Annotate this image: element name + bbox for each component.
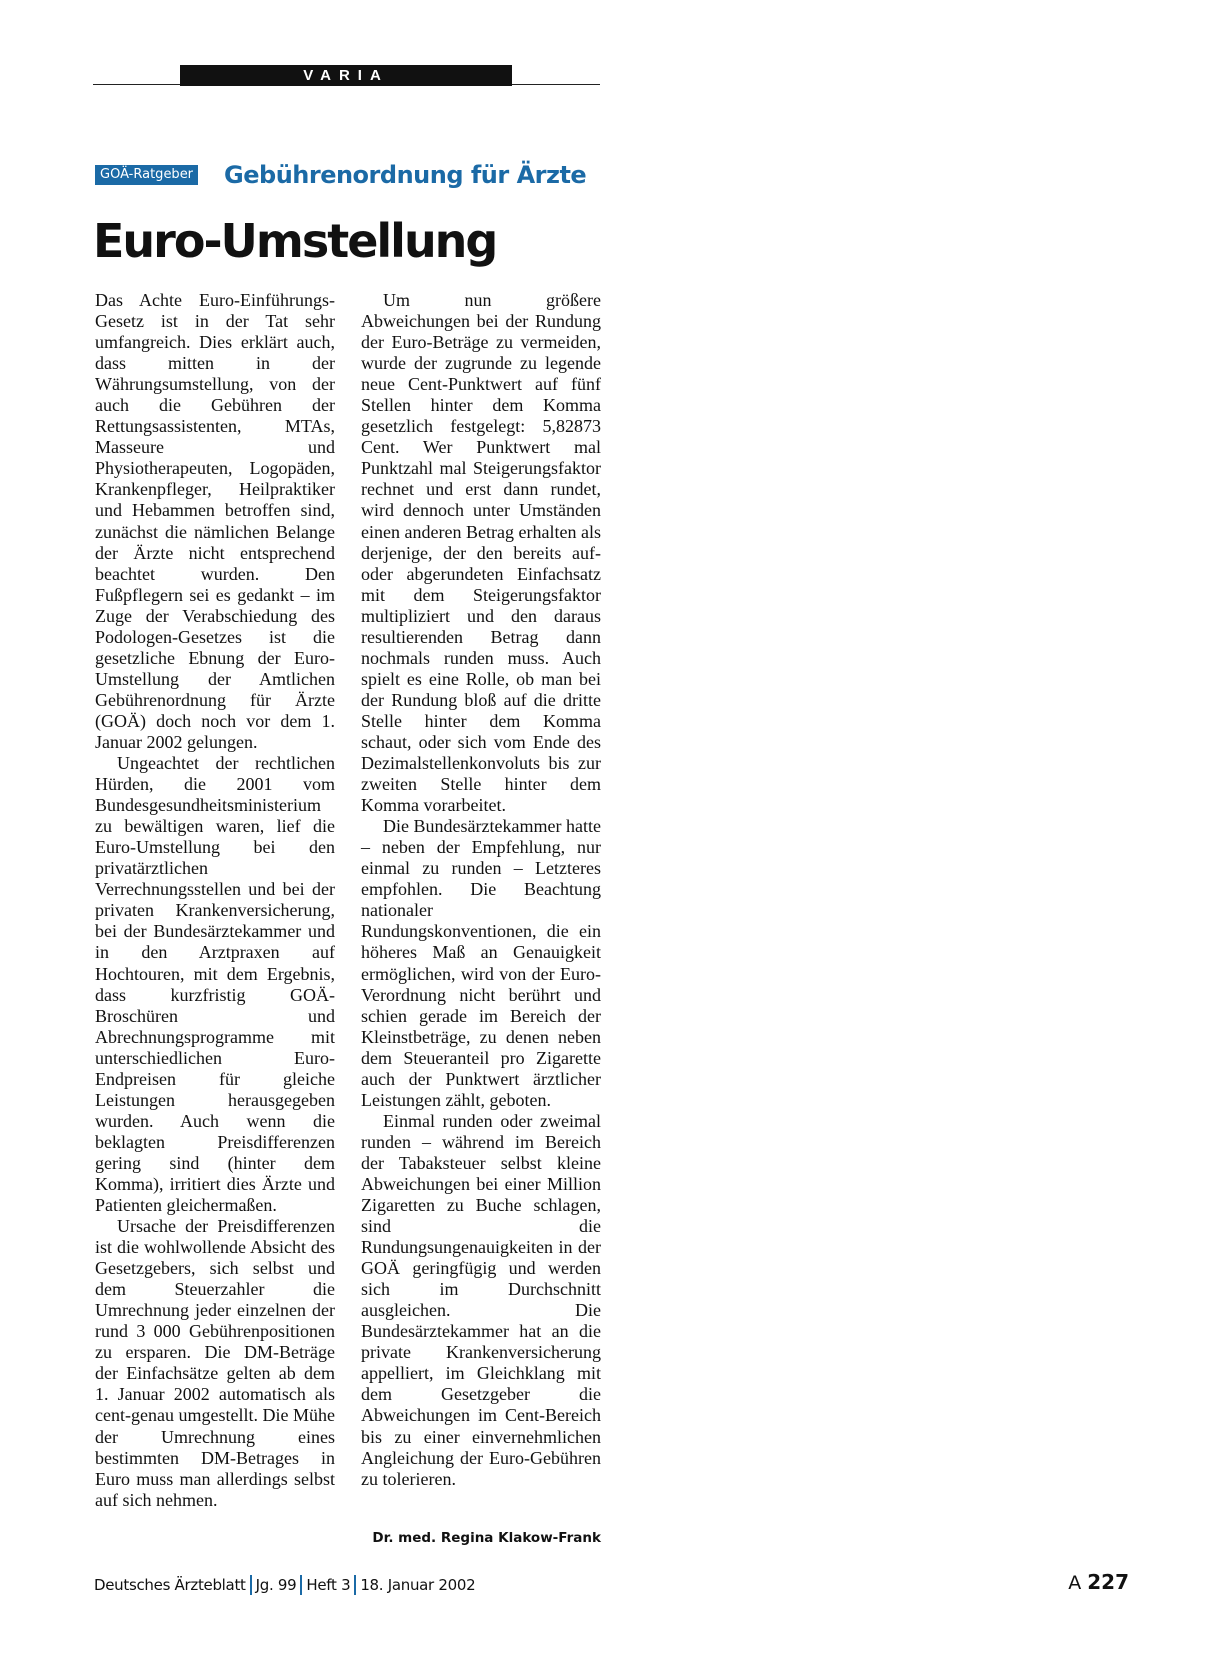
page-footer <box>94 1575 475 1595</box>
issue-date: 18. Januar 2002 <box>360 1576 476 1594</box>
paragraph: Die Bundesärztekammer hatte – neben der Empfehlung, nur einmal zu runden – Letzteres empfohlen. Die Beachtung nationaler Rundungskonventionen, die ein höheres Maß an Genauigkeit ermöglichen, wird von der Euro-Verordnung nicht berührt und schien gerade im Bereich der Kleinstbeträge, zu denen neben dem Steueranteil pro Zigarette auch der Punktwert ärztlicher Leistungen zählt, geboten. <box>361 816 601 1110</box>
journal-issue: Heft 3 <box>306 1576 351 1594</box>
paragraph: Um nun größere Abweichungen bei der Rundung der Euro-Beträge zu vermeiden, wurde der zugrunde zu legende neue Cent-Punktwert auf fünf Stellen hinter dem Komma gesetzlich festgelegt: 5,82873 Cent. Wer Punktwert mal Punktzahl mal Steigerungsfaktor rechnet und erst dann rundet, wird dennoch unter Umständen einen anderen Betrag erhalten als derjenige, der den bereits auf- oder abgerundeten Einfachsatz mit dem Steigerungsfaktor multipliziert und den daraus resultierenden Betrag dann nochmals runden muss. Auch spielt es eine Rolle, ob man bei der Rundung bloß auf die dritte Stelle hinter dem Komma schaut, oder sich vom Ende des Dezimalstellenkonvoluts bis zur zweiten Stelle hinter dem Komma vorarbeitet. <box>361 290 601 816</box>
journal-name: Deutsches Ärzteblatt <box>94 1576 246 1594</box>
article-column-1 <box>95 290 335 1511</box>
author-byline: Dr. med. Regina Klakow-Frank <box>372 1530 601 1546</box>
paragraph: Das Achte Euro-Einführungs-Gesetz ist in der Tat sehr umfangreich. Dies erklärt auch, dass mitten in der Währungsumstellung, von der auch die Gebühren der Rettungsassistenten, MTAs, Masseure und Physiotherapeuten, Logopäden, Krankenpfleger, Heilpraktiker und Hebammen betroffen sind, zunächst die nämlichen Belange der Ärzte nicht entsprechend beachtet wurden. Den Fußpflegern sei es gedankt – im Zuge der Verabschiedung des Podologen-Gesetzes ist die gesetzliche Ebnung der Euro-Umstellung der Amtlichen Gebührenordnung für Ärzte (GOÄ) doch noch vor dem 1. Januar 2002 gelungen. <box>95 290 335 752</box>
footer-separator <box>354 1575 356 1595</box>
page-prefix: A <box>1068 1572 1082 1594</box>
paragraph: Einmal runden oder zweimal runden – während im Bereich der Tabaksteuer selbst kleine Abweichungen bei einer Million Zigaretten zu Buche schlagen, sind die Rundungsungenauigkeiten in der GOÄ geringfügig und werden sich im Durchschnitt ausgleichen. Die Bundesärztekammer hat an die private Krankenversicherung appelliert, im Gleichklang mit dem Gesetzgeber die Abweichungen im Cent-Bereich bis zu einer einvernehmlichen Angleichung der Euro-Gebühren zu tolerieren. <box>361 1110 601 1489</box>
journal-volume: Jg. 99 <box>255 1576 297 1594</box>
article-headline: Euro-Umstellung <box>93 214 497 268</box>
category-badge: GOÄ-Ratgeber <box>95 165 198 185</box>
article-column-2 <box>361 290 601 1490</box>
page-number <box>1068 1570 1129 1594</box>
kicker-title: Gebührenordnung für Ärzte <box>224 161 587 189</box>
footer-separator <box>250 1575 252 1595</box>
kicker <box>95 158 586 192</box>
paragraph: Ursache der Preisdifferenzen ist die wohlwollende Absicht des Gesetzgebers, sich selbst und dem Steuerzahler die Umrechnung jeder einzelnen der rund 3 000 Gebührenpositionen zu ersparen. Die DM-Beträge der Einfachsätze gelten ab dem 1. Januar 2002 automatisch als cent-genau umgestellt. Die Mühe der Umrechnung eines bestimmten DM-Betrages in Euro muss man allerdings selbst auf sich nehmen. <box>95 1216 335 1510</box>
section-label: VARIA <box>180 65 512 86</box>
paragraph: Ungeachtet der rechtlichen Hürden, die 2001 vom Bundesgesundheitsministerium zu bewältigen waren, lief die Euro-Umstellung bei den privatärztlichen Verrechnungsstellen und bei der privaten Krankenversicherung, bei der Bundesärztekammer und in den Arztpraxen auf Hochtouren, mit dem Ergebnis, dass kurzfristig GOÄ-Broschüren und Abrechnungsprogramme mit unterschiedlichen Euro-Endpreisen für gleiche Leistungen herausgegeben wurden. Auch wenn die beklagten Preisdifferenzen gering sind (hinter dem Komma), irritiert dies Ärzte und Patienten gleichermaßen. <box>95 753 335 1216</box>
footer-separator <box>300 1575 302 1595</box>
page-number-value: 227 <box>1087 1570 1129 1594</box>
